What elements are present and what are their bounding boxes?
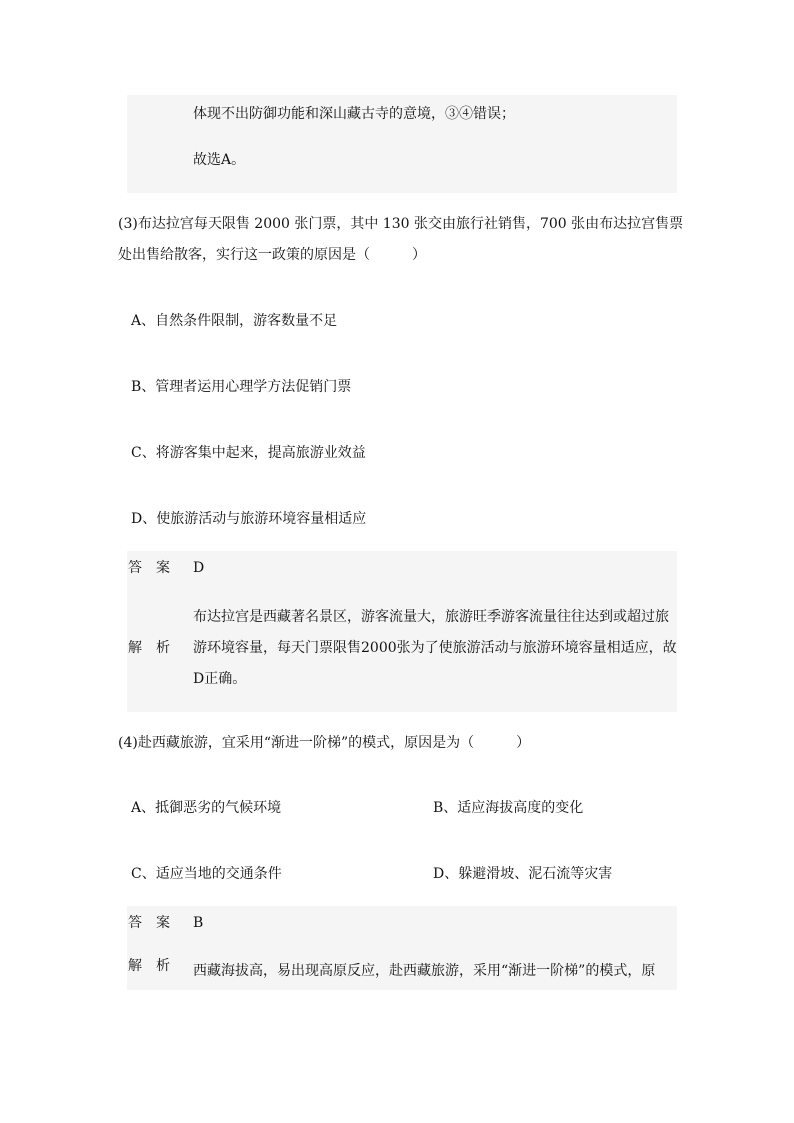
q4-option-c: C、适应当地的交通条件 (131, 866, 282, 882)
q4-answer-value: B (193, 915, 204, 931)
q3-answer-label: 答案 (128, 560, 184, 576)
q4-explanation-line-1: 西藏海拔高，易出现高原反应，赴西藏旅游，采用“渐进一阶梯”的模式，原 (193, 963, 656, 979)
q3-option-d: D、使旅游活动与旅游环境容量相适应 (131, 511, 367, 527)
q3-option-c: C、将游客集中起来，提高旅游业效益 (131, 445, 366, 461)
q3-explanation-line-2: 游环境容量，每天门票限售2000张为了使旅游活动与旅游环境容量相适应，故 (193, 640, 677, 656)
q3-answer-value: D (193, 560, 205, 576)
q3-explanation-label: 解析 (128, 640, 184, 656)
prev-explanation-line-2: 故选A。 (193, 152, 246, 168)
q4-option-a: A、抵御恶劣的气候环境 (131, 800, 282, 816)
q4-stem: (4)赴西藏旅游，宜采用“渐进一阶梯”的模式，原因是为（ ） (118, 735, 531, 751)
q4-option-d: D、躲避滑坡、泥石流等灾害 (433, 866, 613, 882)
prev-explanation-line-1: 体现不出防御功能和深山藏古寺的意境，③④错误； (193, 106, 515, 122)
q3-stem-line-1: (3)布达拉宫每天限售 2000 张门票，其中 130 张交由旅行社销售，700 张由布达拉宫售票 (118, 216, 684, 232)
q4-answer-label: 答案 (128, 915, 184, 931)
q3-stem-line-2: 处出售给散客，实行这一政策的原因是（ ） (118, 247, 426, 263)
q3-explanation-line-1: 布达拉宫是西藏著名景区，游客流量大，旅游旺季游客流量往往达到或超过旅 (193, 609, 669, 625)
q3-option-b: B、管理者运用心理学方法促销门票 (131, 379, 352, 395)
q3-option-a: A、自然条件限制，游客数量不足 (131, 313, 338, 329)
q4-explanation-label: 解析 (128, 958, 184, 974)
q3-explanation-line-3: D正确。 (193, 671, 247, 687)
q4-option-b: B、适应海拔高度的变化 (433, 800, 584, 816)
